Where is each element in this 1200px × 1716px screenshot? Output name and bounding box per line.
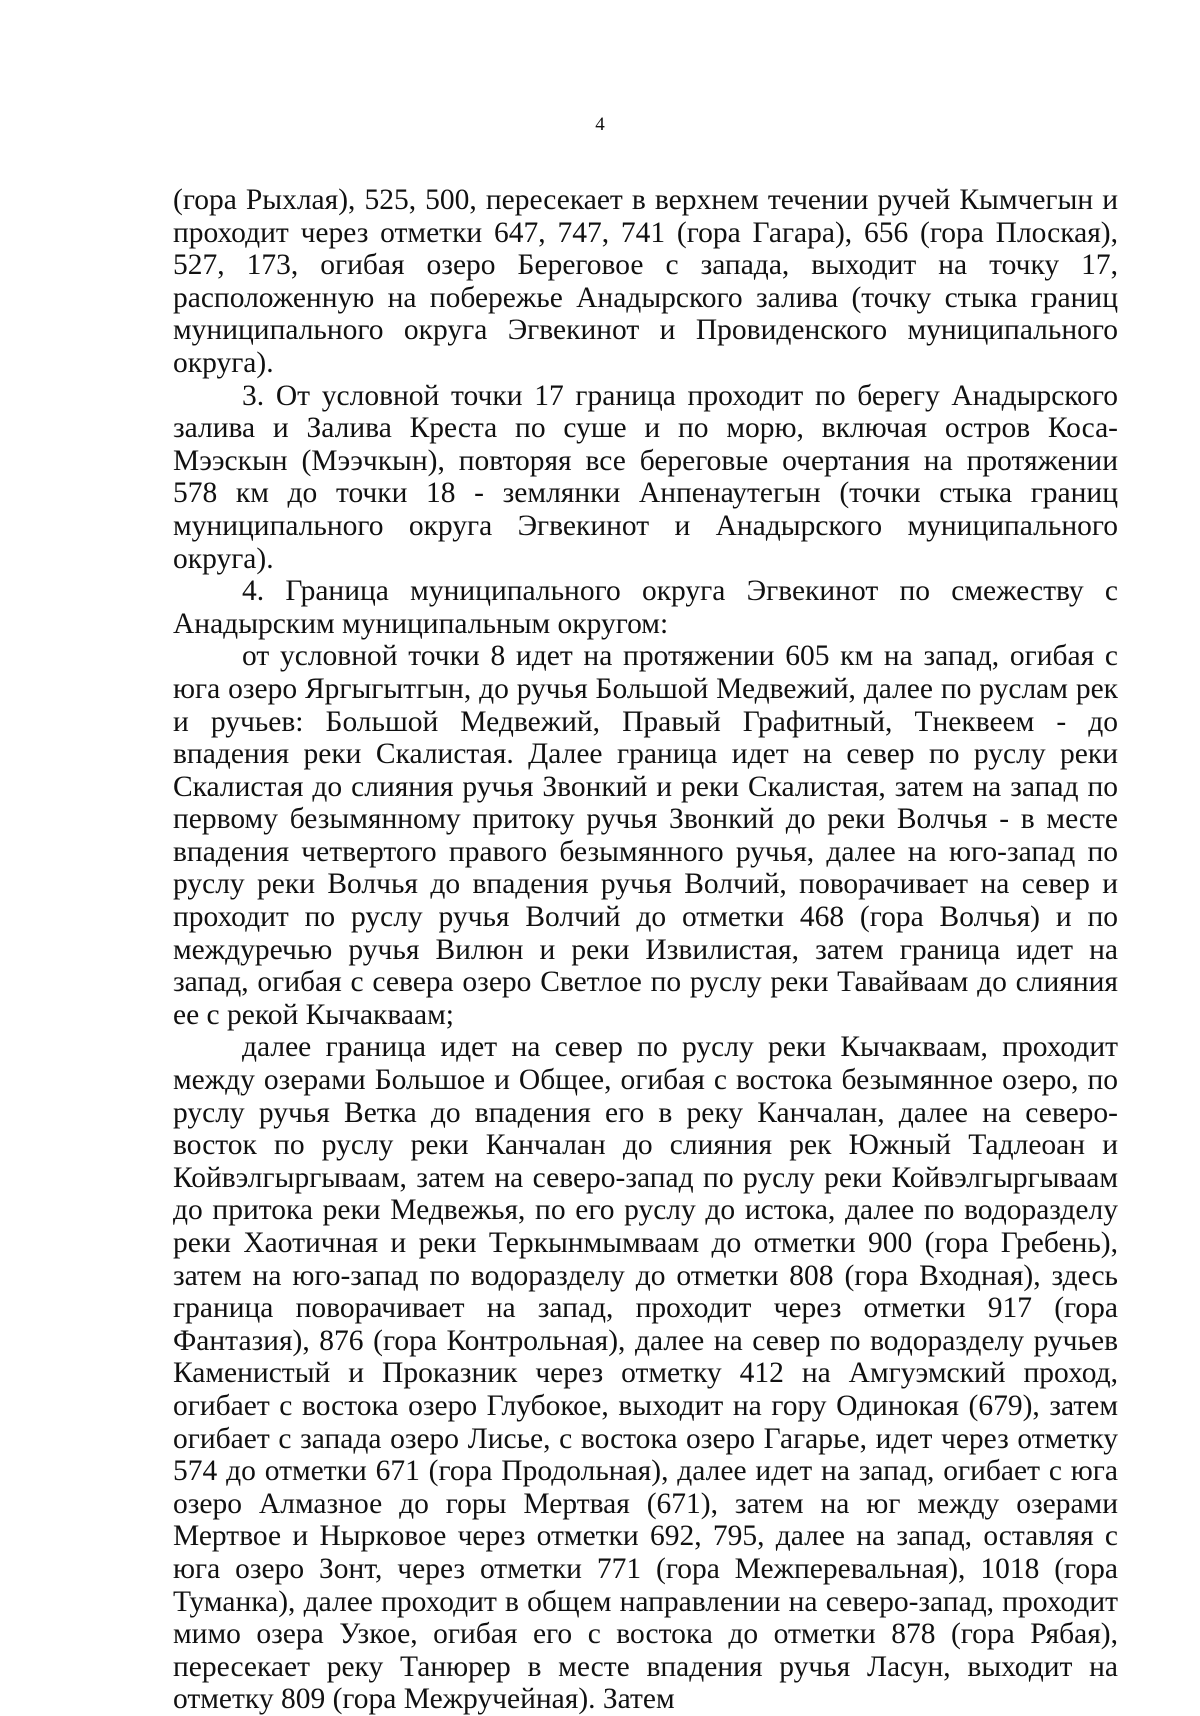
paragraph-boundary-west: от условной точки 8 идет на протяжении 605 км на запад, огибая с юга озеро Яргыгытгын, до ручья Большой Медвежий, далее по руслам рек и ручьев: Большой Медвежий, Правый Графитный, Тнеквеем - до впадения реки Скалистая. Далее граница идет на север по руслу реки Скалистая до слияния ручья Звонкий и реки Скалистая, затем на запад по первому безымянному притоку ручья Звонкий до реки Волчья - в месте впадения четвертого правого безымянного ручья, далее на юго-запад по руслу реки Волчья до впадения ручья Волчий, поворачивает на север и проходит по руслу ручья Волчий до отметки 468 (гора Волчья) и по междуречью ручья Вилюн и реки Извилистая, затем граница идет на запад, огибая с севера озеро Светлое по руслу реки Тавайваам до слияния ее с рекой Кычакваам; bbox=[173, 640, 1118, 1031]
paragraph-boundary-north: далее граница идет на север по руслу реки Кычакваам, проходит между озерами Большое и Общее, огибая с востока безымянное озеро, по руслу ручья Ветка до впадения его в реку Канчалан, далее на северо-восток по руслу реки Канчалан до слияния рек Южный Тадлеоан и Койвэлгыргываам, затем на северо-запад по руслу реки Койвэлгыргываам до притока реки Медвежья, по его руслу до истока, далее по водоразделу реки Хаотичная и реки Теркынмымваам до отметки 900 (гора Гребень), затем на юго-запад по водоразделу до отметки 808 (гора Входная), здесь граница поворачивает на запад, проходит через отметки 917 (гора Фантазия), 876 (гора Контрольная), далее на север по водоразделу ручьев Каменистый и Проказник через отметку 412 на Амгуэмский проход, огибает с востока озеро Глубокое, выходит на гору Одинокая (679), затем огибает с запада озеро Лисье, с востока озеро Гагарье, идет через отметку 574 до отметки 671 (гора Продольная), далее идет на запад, огибает с юга озеро Алмазное до горы Мертвая (671), затем на юг между озерами Мертвое и Ныркoвое через отметки 692, 795, далее на запад, оставляя с юга озеро Зонт, через отметки 771 (гора Межперевальная), 1018 (гора Туманка), далее проходит в общем направлении на северо-запад, проходит мимо озера Узкое, огибая его с востока до отметки 878 (гора Рябая), пересекает реку Танюрер в месте впадения ручья Ласун, выходит на отметку 809 (гора Межручейная). Затем bbox=[173, 1031, 1118, 1716]
paragraph-continuation: (гора Рыхлая), 525, 500, пересекает в верхнем течении ручей Кымчегын и проходит через отметки 647, 747, 741 (гора Гагара), 656 (гора Плоская), 527, 173, огибая озеро Береговое с запада, выходит на точку 17, расположенную на побережье Анадырского залива (точку стыка границ муниципального округа Эгвекинот и Провиденского муниципального округа). bbox=[173, 184, 1118, 379]
page-number: 4 bbox=[595, 114, 605, 135]
paragraph-item-4: 4. Граница муниципального округа Эгвекинот по смежеству с Анадырским муниципальным округом: bbox=[173, 575, 1118, 640]
paragraph-item-3: 3. От условной точки 17 граница проходит по берегу Анадырского залива и Залива Креста по суше и по морю, включая остров Коса-Мээскын (Мээчкын), повторяя все береговые очертания на протяжении 578 км до точки 18 - землянки Анпенаутегын (точки стыка границ муниципального округа Эгвекинот и Анадырского муниципального округа). bbox=[173, 379, 1118, 575]
document-body bbox=[173, 184, 1118, 1716]
